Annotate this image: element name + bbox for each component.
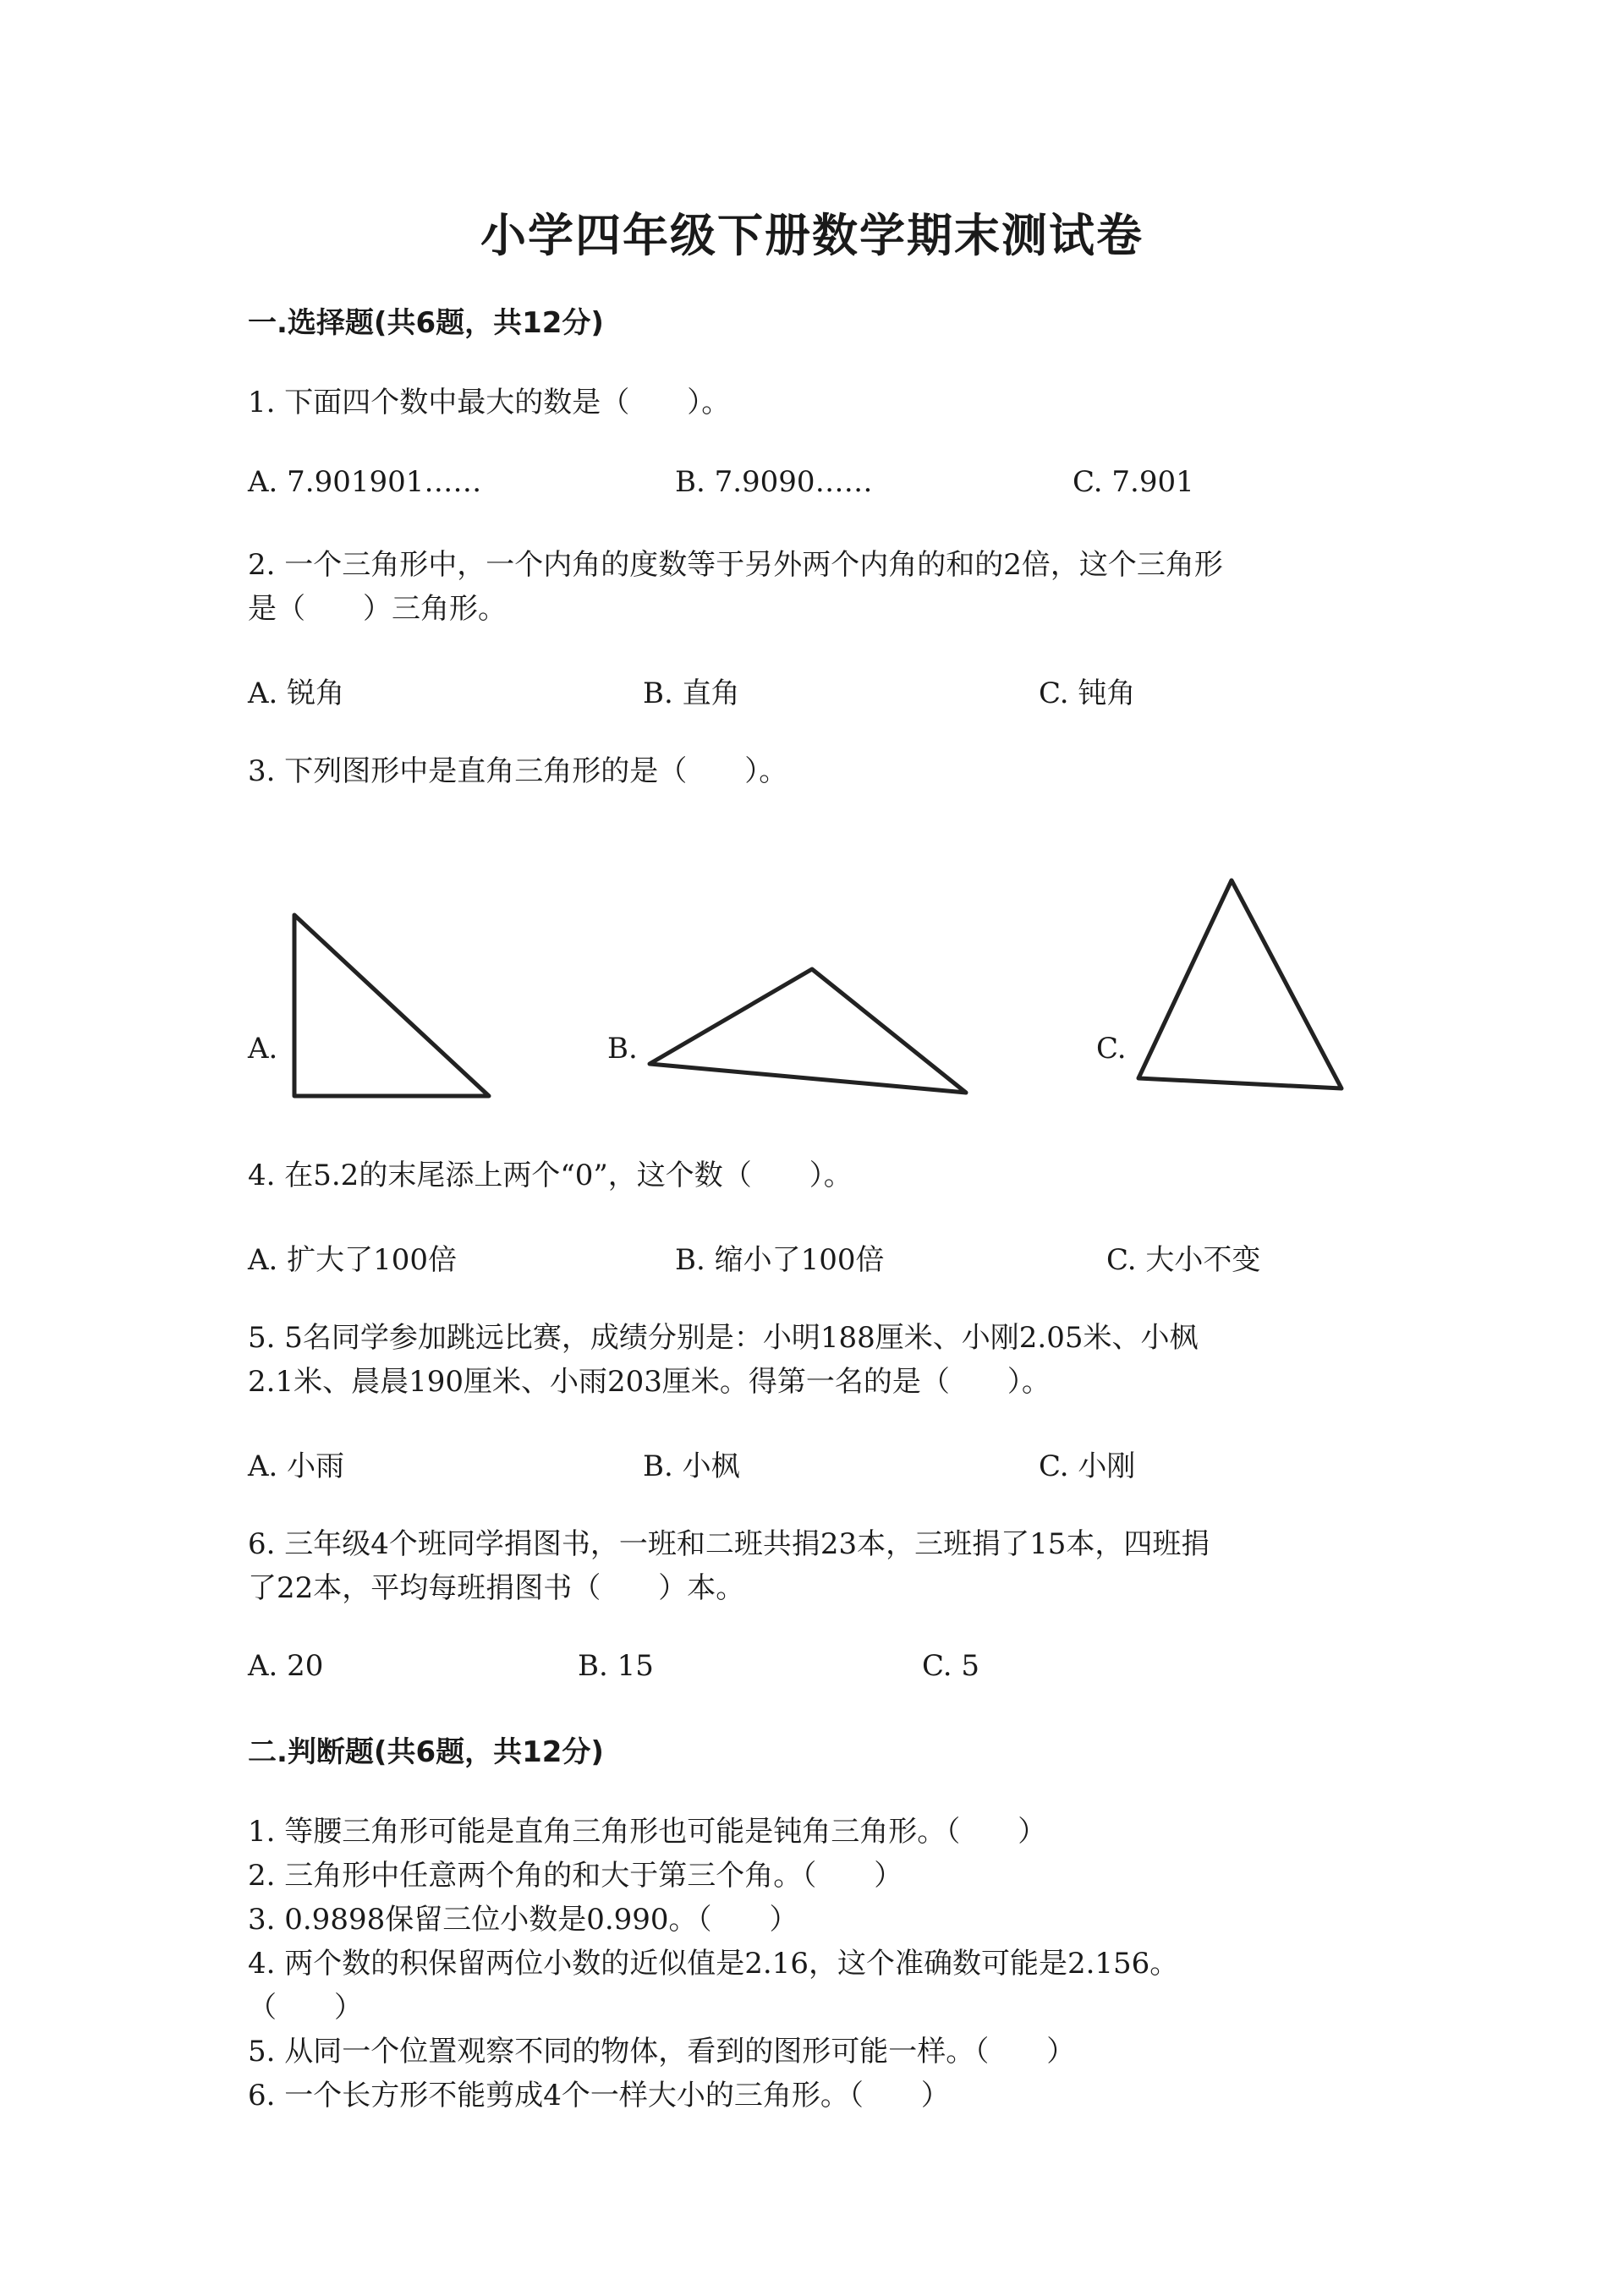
question-6-stem-line-2: 了22本，平均每班捐图书（ ）本。	[248, 1571, 745, 1605]
section-heading-choice: 一.选择题(共6题，共12分)	[248, 306, 604, 340]
question-2-stem-line-2: 是（ ）三角形。	[248, 592, 507, 626]
question-4-option-c: C. 大小不变	[1106, 1243, 1261, 1277]
question-5-option-c: C. 小刚	[1039, 1449, 1136, 1483]
question-4-option-a: A. 扩大了100倍	[248, 1243, 458, 1277]
question-2-option-b: B. 直角	[643, 677, 740, 710]
question-2-option-c: C. 钝角	[1039, 677, 1136, 710]
question-1-option-a: A. 7.901901……	[248, 465, 482, 499]
question-1-stem: 1. 下面四个数中最大的数是（ ）。	[248, 386, 731, 419]
acute-triangle-figure	[1133, 875, 1353, 1095]
question-4-stem: 4. 在5.2的末尾添上两个“0”，这个数（ ）。	[248, 1159, 853, 1192]
question-5-option-a: A. 小雨	[248, 1449, 345, 1483]
question-5-stem-line-2: 2.1米、晨晨190厘米、小雨203厘米。得第一名的是（ ）。	[248, 1365, 1051, 1399]
question-3-option-a: A.	[248, 1032, 278, 1066]
obtuse-triangle-figure	[645, 964, 974, 1099]
question-3-option-c: C.	[1096, 1032, 1127, 1066]
tf-question-4: 4. 两个数的积保留两位小数的近似值是2.16，这个准确数可能是2.156。	[248, 1947, 1179, 1981]
question-3-option-b: B.	[607, 1032, 638, 1066]
tf-question-1: 1. 等腰三角形可能是直角三角形也可能是钝角三角形。（ ）	[248, 1815, 1047, 1849]
tf-question-5: 5. 从同一个位置观察不同的物体，看到的图形可能一样。（ ）	[248, 2035, 1076, 2069]
question-6-stem-line-1: 6. 三年级4个班同学捐图书，一班和二班共捐23本，三班捐了15本，四班捐	[248, 1527, 1210, 1561]
question-5-option-b: B. 小枫	[643, 1449, 740, 1483]
tf-question-6: 6. 一个长方形不能剪成4个一样大小的三角形。（ ）	[248, 2079, 950, 2112]
question-1-option-c: C. 7.901	[1073, 465, 1194, 499]
question-3-stem: 3. 下列图形中是直角三角形的是（ ）。	[248, 754, 788, 788]
question-1-option-b: B. 7.9090……	[675, 465, 873, 499]
page-title: 小学四年级下册数学期末测试卷	[480, 209, 1144, 262]
question-2-option-a: A. 锐角	[248, 677, 345, 710]
question-4-option-b: B. 缩小了100倍	[675, 1243, 885, 1277]
question-6-option-b: B. 15	[578, 1649, 654, 1683]
question-6-option-c: C. 5	[922, 1649, 980, 1683]
tf-question-4-answer-blank: （ ）	[248, 1991, 363, 2025]
section-heading-true-false: 二.判断题(共6题，共12分)	[248, 1735, 604, 1769]
question-6-option-a: A. 20	[248, 1649, 324, 1683]
question-2-stem-line-1: 2. 一个三角形中，一个内角的度数等于另外两个内角的和的2倍，这个三角形	[248, 548, 1223, 582]
tf-question-2: 2. 三角形中任意两个角的和大于第三个角。（ ）	[248, 1859, 903, 1893]
question-5-stem-line-1: 5. 5名同学参加跳远比赛，成绩分别是：小明188厘米、小刚2.05米、小枫	[248, 1321, 1199, 1355]
tf-question-3: 3. 0.9898保留三位小数是0.990。（ ）	[248, 1903, 798, 1937]
right-triangle-figure	[279, 905, 499, 1099]
